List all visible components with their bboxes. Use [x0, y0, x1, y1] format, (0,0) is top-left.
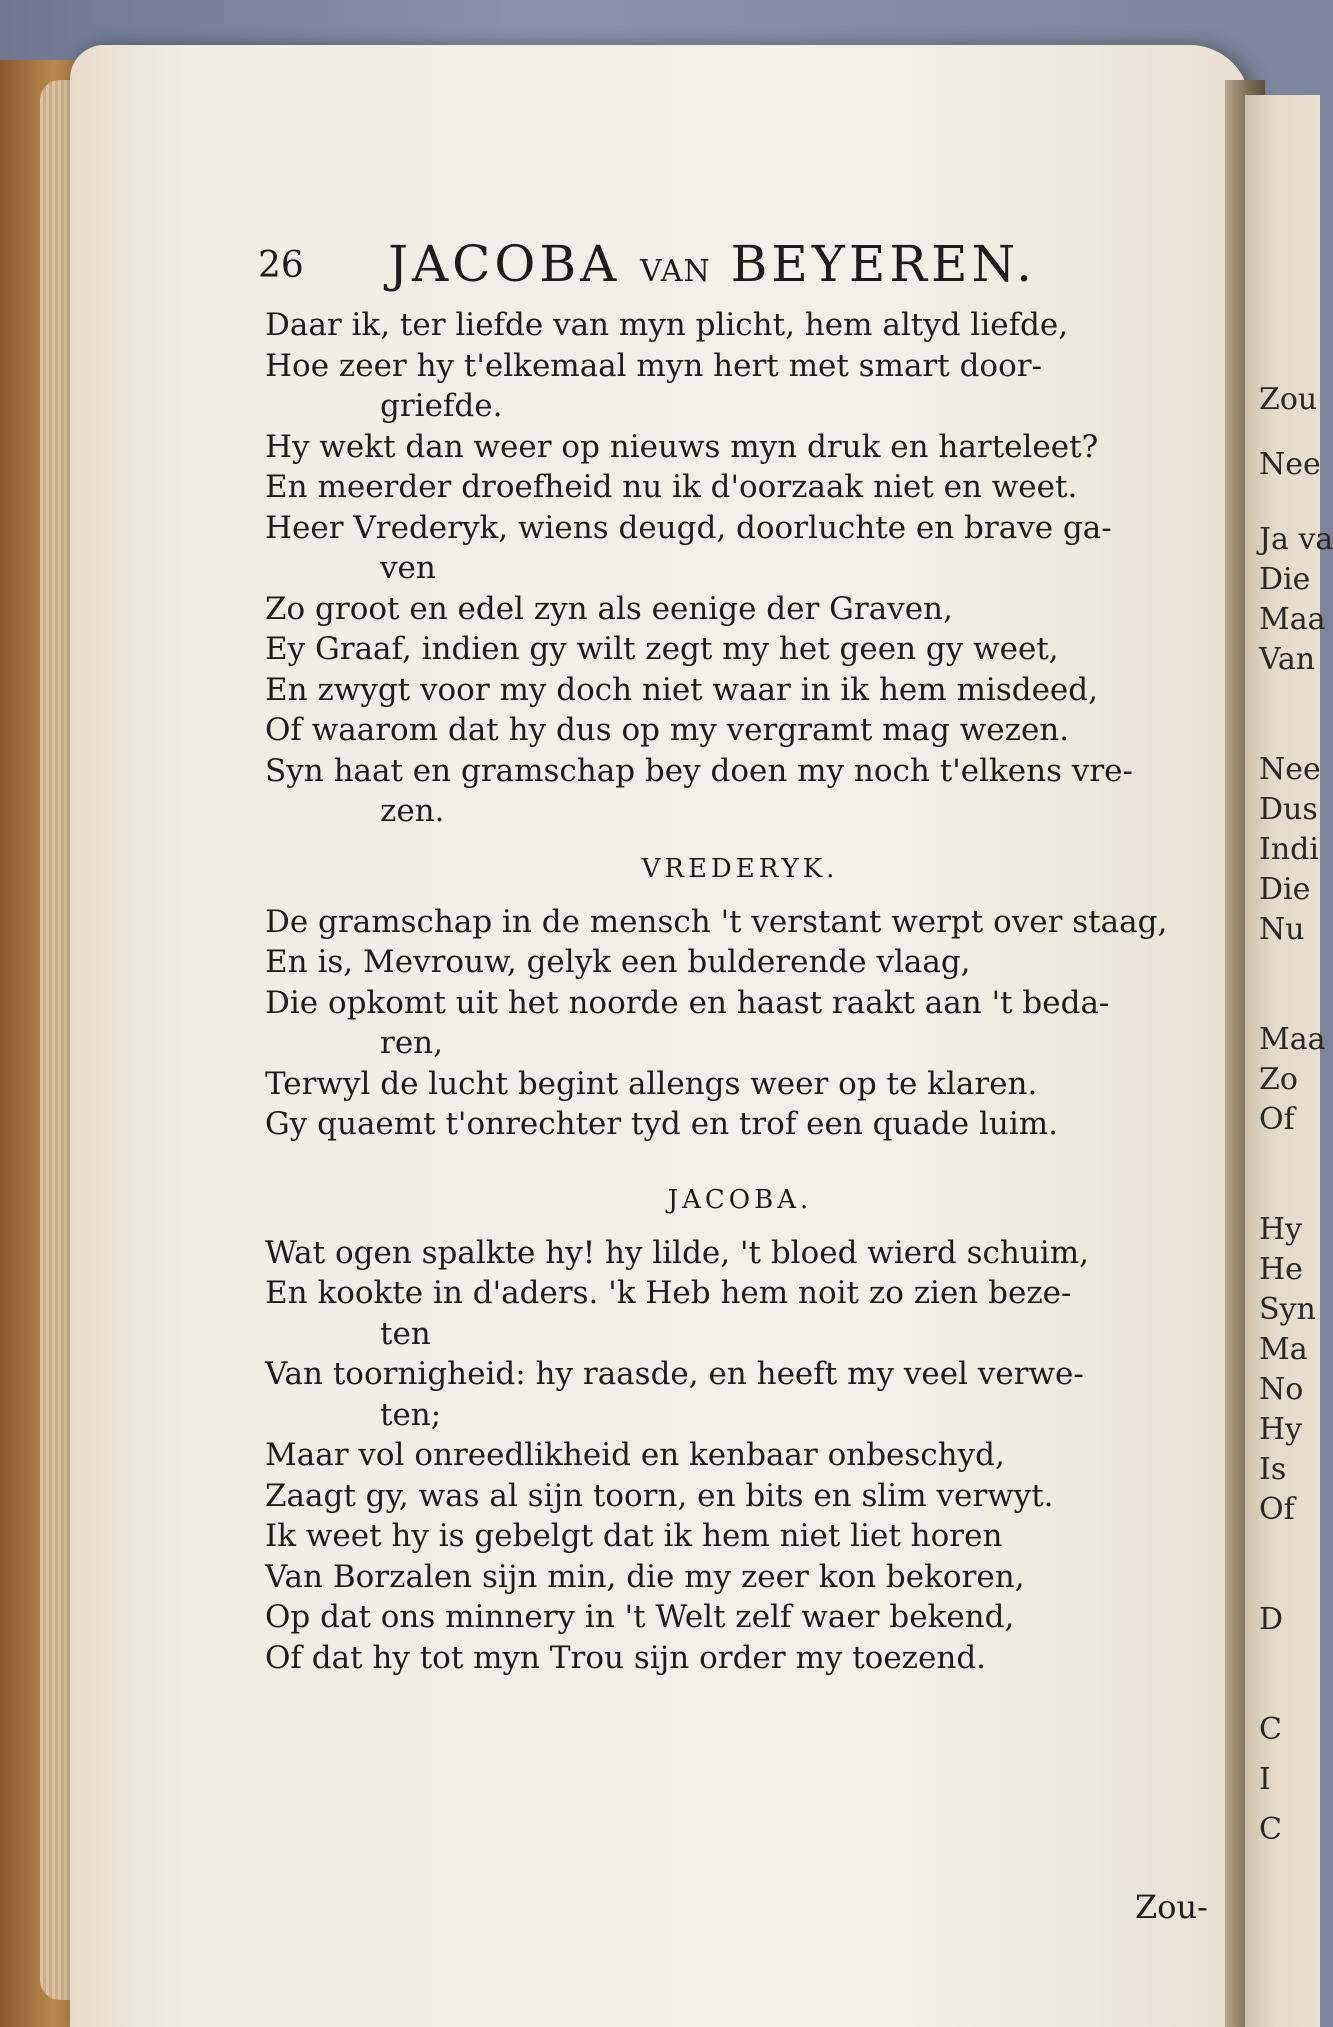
verse-line: Hy wekt dan weer op nieuws myn druk en harteleet?: [265, 428, 1099, 465]
facing-fragment: Die: [1259, 562, 1311, 597]
verse-line: Maar vol onreedlikheid en kenbaar onbeschyd,: [265, 1437, 1005, 1473]
page-text: [260, 235, 1220, 1678]
facing-fragment: D: [1259, 1602, 1284, 1637]
speaker-heading: VREDERYK.: [641, 853, 839, 884]
verse-line: Van toornigheid: hy raasde, en heeft my veel verwe-: [265, 1356, 1084, 1392]
verse-line: Of dat hy tot myn Trou sijn order my toezend.: [265, 1639, 987, 1676]
running-head: [258, 235, 1220, 305]
facing-page: [1245, 95, 1333, 2027]
facing-fragment: Zo: [1259, 1062, 1298, 1097]
verse-line: Of waarom dat hy dus op my vergramt mag wezen.: [265, 712, 1070, 748]
stanza-3: [265, 1233, 1220, 1679]
verse-line: Heer Vrederyk, wiens deugd, doorluchte en brave ga-: [265, 509, 1112, 546]
facing-fragment: Ma: [1259, 1332, 1308, 1367]
verse-line: Zo groot en edel zyn als eenige der Graven,: [265, 590, 953, 627]
verse-line: Zaagt gy, was al sijn toorn, en bits en slim verwyt.: [265, 1477, 1054, 1514]
verse-line: Die opkomt uit het noorde en haast raakt aan 't beda-: [265, 984, 1110, 1021]
verse-line: Terwyl de lucht begint allengs weer op te klaren.: [265, 1065, 1038, 1102]
verse-turnover: ten;: [380, 1396, 442, 1433]
facing-fragment: Nu: [1259, 912, 1305, 947]
facing-fragment: Maa: [1259, 1022, 1326, 1057]
verse-line: Op dat ons minnery in 't Welt zelf waer bekend,: [265, 1599, 1015, 1635]
facing-fragment: Van: [1259, 642, 1316, 677]
facing-fragment: Maa: [1259, 602, 1326, 637]
verse-line: Gy quaemt t'onrechter tyd en trof een quade luim.: [265, 1106, 1059, 1142]
catchword: Zou-: [1135, 1888, 1208, 1926]
facing-fragment: Of: [1259, 1102, 1295, 1137]
stanza-2: [265, 902, 1220, 1145]
verse-line: De gramschap in de mensch 't verstant werpt over staag,: [265, 903, 1168, 940]
facing-fragment: Syn: [1259, 1292, 1316, 1327]
facing-fragment: Hy: [1259, 1412, 1303, 1447]
verse-turnover: ren,: [380, 1025, 443, 1061]
verse-line: Ik weet hy is gebelgt dat ik hem niet liet horen: [265, 1518, 1003, 1554]
verse-turnover: zen.: [380, 793, 445, 829]
facing-fragment: I: [1259, 1762, 1271, 1797]
verse-turnover: ten: [380, 1315, 431, 1352]
stanza-1: [265, 305, 1220, 832]
facing-fragment: Is: [1259, 1452, 1287, 1487]
facing-fragment: Ja va: [1259, 522, 1333, 557]
facing-fragment: Nee: [1259, 447, 1321, 482]
verse-line: Syn haat en gramschap bey doen my noch t'elkens vre-: [265, 752, 1133, 789]
facing-fragment: Indi: [1259, 832, 1319, 867]
verse-line: En is, Mevrouw, gelyk een bulderende vlaag,: [265, 944, 971, 980]
verse-line: Wat ogen spalkte hy! hy lilde, 't bloed wierd schuim,: [265, 1234, 1089, 1271]
facing-fragment: Die: [1259, 872, 1311, 907]
facing-fragment: He: [1259, 1252, 1303, 1287]
facing-fragment: Hy: [1259, 1212, 1303, 1247]
facing-fragment: No: [1259, 1372, 1304, 1407]
facing-fragment: C: [1259, 1712, 1282, 1747]
facing-fragment: Of: [1259, 1492, 1295, 1527]
verse-line: En kookte in d'aders. 'k Heb hem noit zo zien beze-: [265, 1275, 1072, 1311]
speaker-heading: JACOBA.: [667, 1184, 813, 1215]
verse-line: Hoe zeer hy t'elkemaal myn hert met smart door-: [265, 347, 1043, 384]
verse-line: Van Borzalen sijn min, die my zeer kon bekoren,: [265, 1558, 1025, 1595]
running-title-name: JACOBA: [388, 235, 621, 293]
running-title: [388, 235, 1036, 293]
running-title-surname: BEYEREN.: [730, 235, 1036, 293]
running-title-particle: VAN: [640, 254, 711, 289]
verse-line: En zwygt voor my doch niet waar in ik hem misdeed,: [265, 671, 1098, 708]
page-number: 26: [258, 245, 304, 286]
facing-fragment: Zou: [1259, 382, 1318, 417]
verse-turnover: griefde.: [380, 388, 503, 424]
verse-line: En meerder droefheid nu ik d'oorzaak niet en weet.: [265, 469, 1078, 505]
facing-fragment: Dus: [1259, 792, 1318, 827]
verse-line: Ey Graaf, indien gy wilt zegt my het geen gy weet,: [265, 631, 1059, 667]
verse-line: Daar ik, ter liefde van myn plicht, hem altyd liefde,: [265, 307, 1069, 343]
facing-fragment: C: [1259, 1812, 1282, 1847]
facing-fragment: Nee: [1259, 752, 1321, 787]
verse-turnover: ven: [380, 550, 436, 586]
